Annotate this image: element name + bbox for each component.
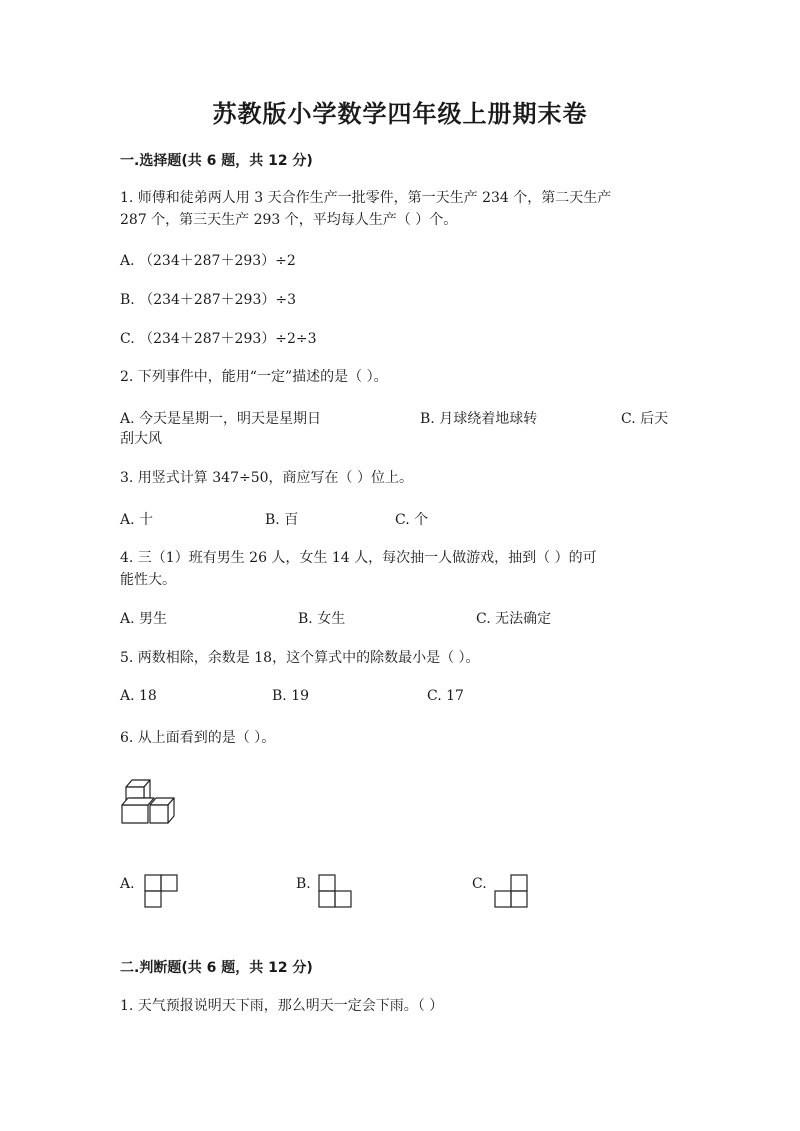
page-title: 苏教版小学数学四年级上册期末卷 bbox=[212, 100, 588, 128]
question-1-option-a: A. （234＋287＋293）÷2 bbox=[120, 253, 296, 269]
question-5-option-a: A. 18 bbox=[120, 688, 157, 704]
question-4-line-2: 能性大。 bbox=[120, 572, 176, 588]
question-5-option-b: B. 19 bbox=[272, 688, 310, 704]
question-6-option-c: C. bbox=[472, 876, 487, 892]
question-6-text: 6. 从上面看到的是（ ）。 bbox=[120, 730, 276, 746]
question-1-line-2: 287 个，第三天生产 293 个，平均每人生产（ ）个。 bbox=[120, 212, 458, 228]
option-a-top-view-shape bbox=[144, 874, 178, 908]
question-1-option-c: C. （234＋287＋293）÷2÷3 bbox=[120, 331, 317, 347]
question-6-option-a: A. bbox=[120, 876, 135, 892]
option-b-top-view-shape bbox=[318, 874, 352, 908]
question-3-option-c: C. 个 bbox=[395, 512, 429, 528]
option-c-top-view-shape bbox=[494, 874, 528, 908]
question-4-option-a: A. 男生 bbox=[120, 611, 168, 627]
question-5-text: 5. 两数相除，余数是 18，这个算式中的除数最小是（ ）。 bbox=[120, 650, 480, 666]
question-2-option-c-continued: 刮大风 bbox=[120, 431, 162, 447]
question-1-option-b: B. （234＋287＋293）÷3 bbox=[120, 292, 296, 308]
question-4-option-b: B. 女生 bbox=[298, 611, 346, 627]
question-5-option-c: C. 17 bbox=[427, 688, 464, 704]
question-3-option-b: B. 百 bbox=[265, 512, 299, 528]
true-false-question-1: 1. 天气预报说明天下雨，那么明天一定会下雨。（ ） bbox=[120, 998, 444, 1014]
question-2-option-a: A. 今天是星期一，明天是星期日 bbox=[120, 411, 322, 427]
question-4-option-c: C. 无法确定 bbox=[476, 611, 552, 627]
question-2-text: 2. 下列事件中，能用“一定”描述的是（ ）。 bbox=[120, 369, 388, 385]
question-2-option-b: B. 月球绕着地球转 bbox=[420, 411, 538, 427]
question-4-line-1: 4. 三（1）班有男生 26 人，女生 14 人，每次抽一人做游戏，抽到（ ）的可 bbox=[120, 550, 597, 566]
question-3-text: 3. 用竖式计算 347÷50，商应写在（ ）位上。 bbox=[120, 470, 413, 486]
question-3-option-a: A. 十 bbox=[120, 512, 154, 528]
question-6-option-b: B. bbox=[296, 876, 311, 892]
section-heading-choice: 一.选择题(共 6 题，共 12 分) bbox=[120, 153, 313, 169]
question-2-option-c: C. 后天 bbox=[621, 411, 669, 427]
section-heading-true-false: 二.判断题(共 6 题，共 12 分) bbox=[120, 960, 313, 976]
cube-stack-figure bbox=[118, 778, 188, 828]
question-1-line-1: 1. 师傅和徒弟两人用 3 天合作生产一批零件，第一天生产 234 个，第二天生产 bbox=[120, 190, 612, 206]
